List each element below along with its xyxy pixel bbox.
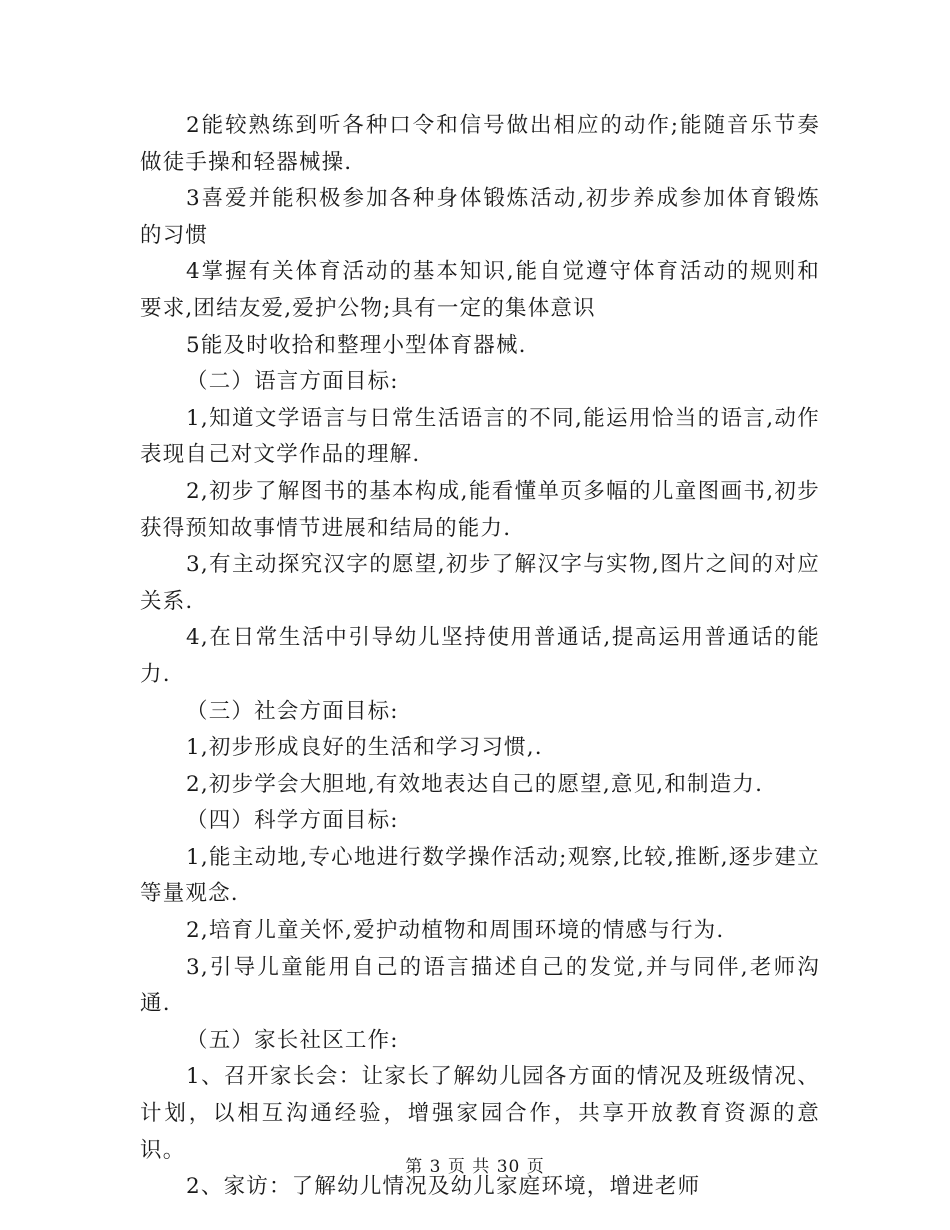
paragraph: 2、家访：了解幼儿情况及幼儿家庭环境，增进老师 [186, 1174, 701, 1200]
paragraph: 1,能主动地,专心地进行数学操作活动;观察,比较,推断,逐步建立等量观念. [140, 844, 820, 907]
paragraph: 3喜爱并能积极参加各种身体锻炼活动,初步养成参加体育锻炼的习惯 [140, 186, 820, 248]
paragraph: 5能及时收拾和整理小型体育器械. [186, 332, 527, 358]
document-body [140, 108, 820, 1206]
paragraph: 3,引导儿童能用自己的语言描述自己的发觉,并与同伴,老师沟通. [140, 954, 820, 1017]
page-number: 第 3 页 共 30 页 [405, 1157, 545, 1177]
paragraph: 1,知道文学语言与日常生活语言的不同,能运用恰当的语言,动作表现自己对文学作品的理解. [140, 405, 820, 468]
section-heading: （二）语言方面目标: [186, 369, 399, 395]
paragraph: 1,初步形成良好的生活和学习习惯,. [186, 735, 543, 761]
page-footer [0, 1152, 950, 1177]
section-heading: （三）社会方面目标: [186, 698, 399, 724]
paragraph: 2,初步了解图书的基本构成,能看懂单页多幅的儿童图画书,初步获得预知故事情节进展和结局的能力. [140, 478, 820, 541]
paragraph: 2,初步学会大胆地,有效地表达自己的愿望,意见,和制造力. [186, 771, 764, 797]
paragraph: 2能较熟练到听各种口令和信号做出相应的动作;能随音乐节奏做徒手操和轻器械操. [140, 113, 820, 175]
paragraph: 3,有主动探究汉字的愿望,初步了解汉字与实物,图片之间的对应关系. [140, 552, 820, 614]
section-heading: （四）科学方面目标: [186, 808, 399, 834]
paragraph: 4,在日常生活中引导幼儿坚持使用普通话,提高运用普通话的能力. [140, 625, 820, 687]
paragraph: 4掌握有关体育活动的基本知识,能自觉遵守体育活动的规则和要求,团结友爱,爱护公物;具有一定的集体意识 [140, 259, 820, 321]
section-heading: （五）家长社区工作: [186, 1027, 399, 1053]
paragraph: 2,培育儿童关怀,爱护动植物和周围环境的情感与行为. [186, 918, 725, 944]
paragraph: 1、召开家长会：让家长了解幼儿园各方面的情况及班级情况、计划，以相互沟通经验，增强家园合作，共享开放教育资源的意识。 [140, 1064, 820, 1163]
